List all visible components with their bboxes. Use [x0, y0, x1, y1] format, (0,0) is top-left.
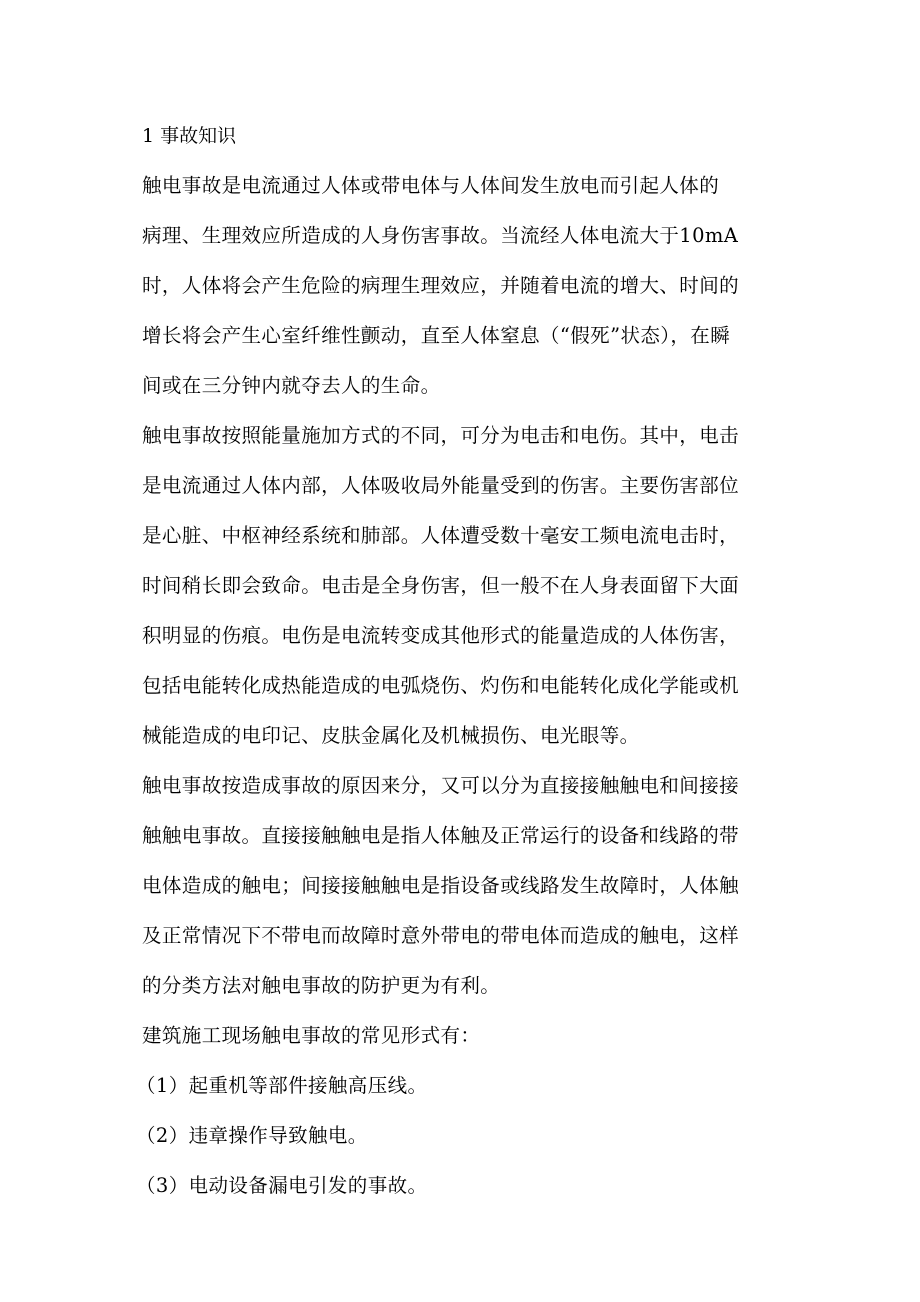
text-line: 触电事故按照能量施加方式的不同，可分为电击和电伤。其中，电击	[142, 424, 740, 447]
text-line: 建筑施工现场触电事故的常见形式有：	[142, 1024, 481, 1047]
list-item: （1）起重机等部件接触高压线。	[136, 1074, 428, 1097]
document-body	[136, 118, 782, 1218]
text-line: 电体造成的触电；间接接触触电是指设备或线路发生故障时，人体触	[142, 874, 740, 897]
text-line: 是心脏、中枢神经系统和肺部。人体遭受数十毫安工频电流电击时，	[142, 524, 740, 547]
text-line: 的分类方法对触电事故的防护更为有利。	[142, 974, 501, 997]
section-heading: 1 事故知识	[142, 125, 237, 147]
paragraph-electric-shock-definition	[142, 168, 782, 404]
text-line: 及正常情况下不带电而故障时意外带电的带电体而造成的触电，这样	[142, 924, 740, 947]
paragraph-common-forms-intro	[142, 1018, 782, 1054]
text-line: 间或在三分钟内就夺去人的生命。	[142, 374, 441, 397]
text-line: 触电事故是电流通过人体或带电体与人体间发生放电而引起人体的	[142, 174, 720, 197]
text-line: 触电事故按造成事故的原因来分，又可以分为直接接触触电和间接接	[142, 774, 740, 797]
text-line: 积明显的伤痕。电伤是电流转变成其他形式的能量造成的人体伤害，	[142, 624, 740, 647]
paragraph-direct-indirect-contact	[142, 768, 782, 1004]
text-line: 包括电能转化成热能造成的电弧烧伤、灼伤和电能转化成化学能或机	[142, 674, 740, 697]
list-item: （2）违章操作导致触电。	[136, 1124, 368, 1147]
text-line: 时间稍长即会致命。电击是全身伤害，但一般不在人身表面留下大面	[142, 574, 740, 597]
text-line: 时，人体将会产生危险的病理生理效应，并随着电流的增大、时间的	[142, 274, 740, 297]
text-line: 触触电事故。直接接触触电是指人体触及正常运行的设备和线路的带	[142, 824, 740, 847]
text-line: 是电流通过人体内部，人体吸收局外能量受到的伤害。主要伤害部位	[142, 474, 740, 497]
list-item: （3）电动设备漏电引发的事故。	[136, 1174, 428, 1197]
text-line: 械能造成的电印记、皮肤金属化及机械损伤、电光眼等。	[142, 724, 640, 747]
paragraph-shock-and-burn	[142, 418, 782, 754]
text-line: 病理、生理效应所造成的人身伤害事故。当流经人体电流大于10mA	[142, 224, 739, 247]
text-line: 增长将会产生心室纤维性颤动，直至人体窒息（“假死”状态），在瞬	[142, 324, 731, 347]
